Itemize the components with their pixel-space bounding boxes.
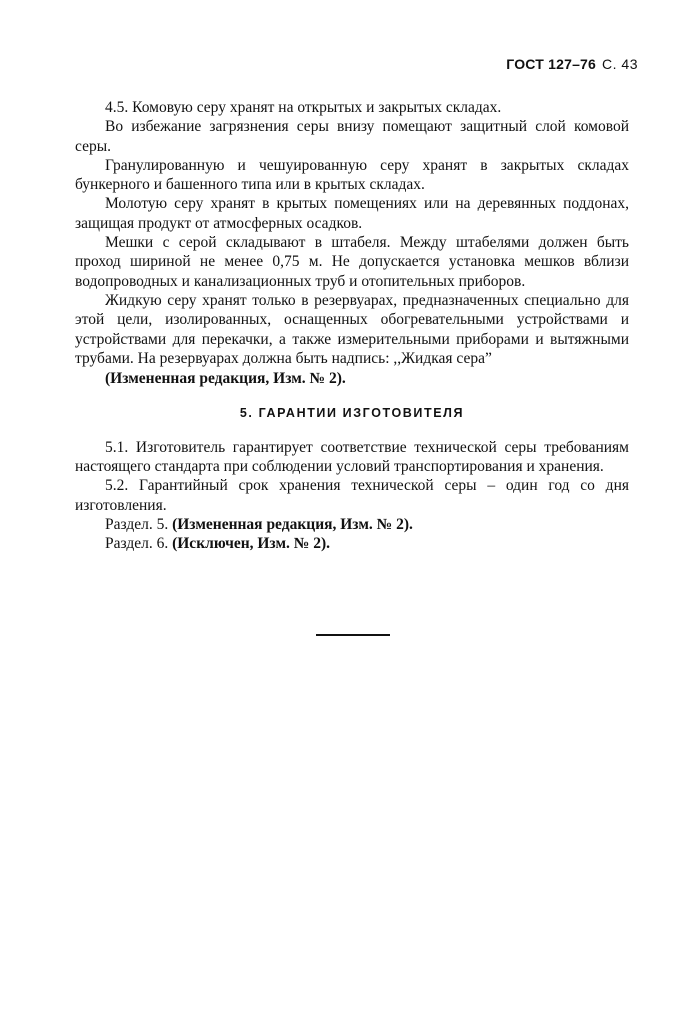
section-6-amendment-line [75, 534, 629, 553]
paragraph-granulated-sulfur: Гранулированную и чешуированную серу хранят в закрытых складах бункерного и башенного типа или в крытых складах. [75, 156, 629, 194]
end-of-text-rule [316, 634, 390, 636]
paragraph-5-1-guarantee: 5.1. Изготовитель гарантирует соответствие технической серы требованиям настоящего стандарта при соблюдении условий транспортирования и хранения. [75, 438, 629, 476]
paragraph-liquid-sulfur: Жидкую серу хранят только в резервуарах, предназначенных специально для этой цели, изолированных, оснащенных обогревательными устройствами и устройствами для перекачки, а также измерительными приборами и вытяжными трубами. На резервуарах должна быть надпись: ,,Жидкая сера” [75, 291, 629, 367]
amendment-note-text: (Измененная редакция, Изм. № 2). [105, 370, 346, 388]
section-5-heading: 5. ГАРАНТИИ ИЗГОТОВИТЕЛЯ [239, 406, 465, 421]
page-number: С. 43 [602, 56, 638, 72]
paragraph-protective-layer: Во избежание загрязнения серы внизу помещают защитный слой комовой серы. [75, 118, 629, 155]
section-6-ref-note: (Исключен, Изм. № 2). [172, 535, 330, 553]
paragraph-ground-sulfur: Молотую серу хранят в крытых помещениях или на деревянных поддонах, защищая продукт от атмосферных осадков. [75, 195, 629, 232]
section-5-ref: Раздел. 5. [105, 515, 169, 533]
paragraph-4-5-lump-sulfur: 4.5. Комовую серу хранят на открытых и закрытых складах. [105, 99, 502, 116]
section-6-ref: Раздел. 6. [105, 535, 169, 553]
paragraph-5-2-shelf-life: 5.2. Гарантийный срок хранения технической серы – один год со дня изготовления. [75, 477, 629, 514]
amendment-note-section-4 [75, 369, 629, 388]
section-5-amendment-line [75, 515, 629, 534]
standard-number: ГОСТ 127–76 [506, 56, 597, 72]
running-header [506, 56, 638, 72]
section-5-ref-note: (Измененная редакция, Изм. № 2). [172, 515, 413, 533]
paragraph-bags-stacking: Мешки с серой складывают в штабеля. Между штабелями должен быть проход шириной не менее 0,75 м. Не допускается установка мешков вблизи водопроводных и канализационных труб и отопительных приборов. [75, 234, 629, 290]
body-text [75, 98, 629, 554]
